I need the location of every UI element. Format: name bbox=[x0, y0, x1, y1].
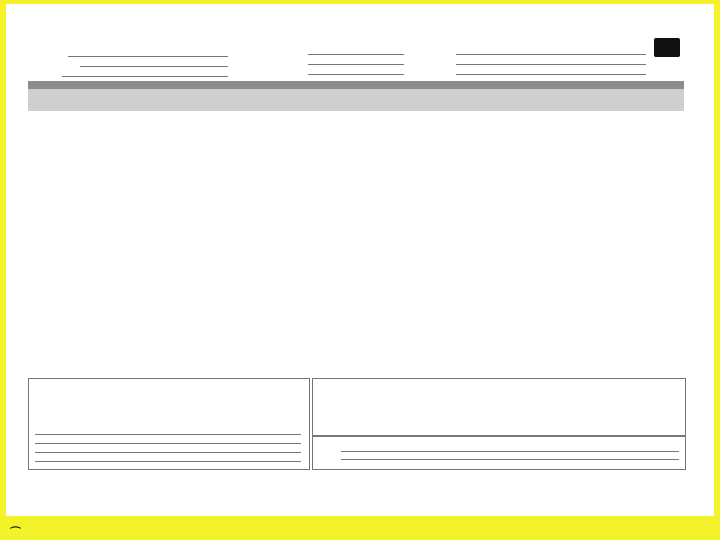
column-headers bbox=[28, 89, 684, 111]
section-basic-assessments bbox=[28, 81, 684, 89]
publisher-logo bbox=[10, 524, 21, 540]
recommendations-title bbox=[313, 437, 685, 443]
observations-box bbox=[28, 378, 310, 470]
data-sheet bbox=[28, 26, 688, 504]
age-badge bbox=[654, 38, 680, 57]
publisher-logo-icon: ⌒ bbox=[10, 527, 21, 539]
page-frame bbox=[6, 4, 714, 539]
summary-box bbox=[312, 378, 686, 436]
observations-title bbox=[29, 379, 309, 385]
summary-title bbox=[313, 379, 685, 385]
recommendations-box bbox=[312, 436, 686, 470]
